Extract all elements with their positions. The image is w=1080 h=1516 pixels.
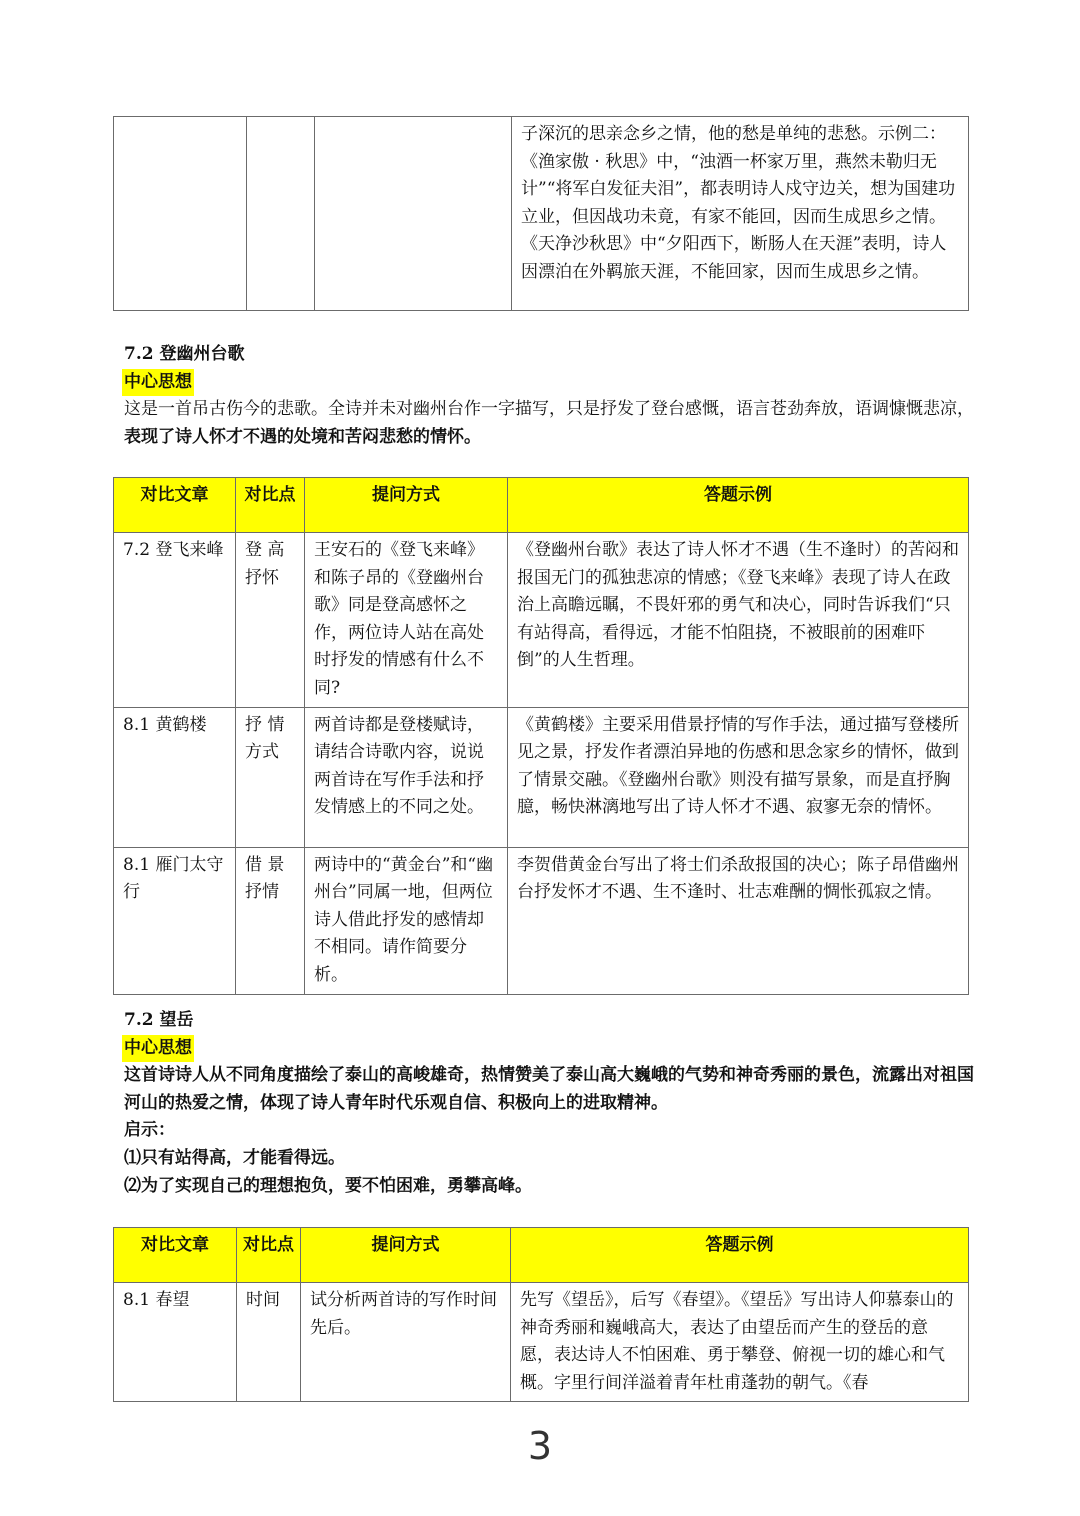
highlight-label: 中心思想 [122, 369, 194, 397]
table-cell: 王安石的《登飞来峰》和陈子昂的《登幽州台歌》同是登高感怀之作，两位诗人站在高处时抒发的情感有什么不同? [305, 533, 508, 708]
table-cell: 借 景 抒情 [236, 847, 305, 994]
table-cell: 8.1 春望 [114, 1283, 237, 1402]
insight-label: 启示： [124, 1120, 175, 1141]
central-idea-text [124, 396, 974, 451]
table-cell: 李贺借黄金台写出了将士们杀敌报国的决心；陈子昂借幽州台抒发怀才不遇、生不逢时、壮志难酬的惆怅孤寂之情。 [508, 847, 969, 994]
column-header: 对比点 [236, 478, 305, 533]
table-cell: 时间 [237, 1283, 301, 1402]
central-idea-plain: 这是一首吊古伤今的悲歌。全诗并未对幽州台作一字描写，只是抒发了登台感慨，语言苍劲奔放，语调慷慨悲凉， [124, 399, 974, 420]
section-wangyue [124, 1007, 974, 1200]
table-cell: 先写《望岳》，后写《春望》。《望岳》写出诗人仰慕泰山的神奇秀丽和巍峨高大，表达了由望岳而产生的登岳的意愿，表达诗人不怕困难、勇于攀登、俯视一切的雄心和气概。字里行间洋溢着青年杜甫蓬勃的朝气。《春 [511, 1283, 969, 1402]
table-cell: 登 高 抒怀 [236, 533, 305, 708]
table-cell: 两诗中的“黄金台”和“幽州台”同属一地，但两位诗人借此抒发的感情却不相同。请作简要分析。 [305, 847, 508, 994]
section-title: 7.2 望岳 [124, 1010, 194, 1030]
table-cell: 《黄鹤楼》主要采用借景抒情的写作手法，通过描写登楼所见之景，抒发作者漂泊异地的伤感和思念家乡的情怀，做到了情景交融。《登幽州台歌》则没有描写景象，而是直抒胸臆，畅快淋漓地写出了诗人怀才不遇、寂寥无奈的情怀。 [508, 707, 969, 847]
table-row [114, 847, 969, 994]
comparison-table-1 [113, 477, 969, 995]
table-header-row [114, 1228, 969, 1283]
table-cell: 8.1 黄鹤楼 [114, 707, 236, 847]
central-idea-bold: 表现了诗人怀才不遇的处境和苦闷悲愁的情怀。 [124, 426, 481, 447]
table-cell [247, 117, 315, 311]
table-header-row [114, 478, 969, 533]
comparison-table-2 [113, 1227, 969, 1402]
column-header: 对比文章 [114, 1228, 237, 1283]
table-cell: 试分析两首诗的写作时间先后。 [301, 1283, 511, 1402]
column-header: 提问方式 [301, 1228, 511, 1283]
table-cell [114, 117, 247, 311]
table-cell: 子深沉的思亲念乡之情，他的愁是单纯的悲愁。示例二：《渔家傲 · 秋思》中，“浊酒一杯家万里，燕然未勒归无计”“将军白发征夫泪”，都表明诗人戍守边关，想为国建功立业，但因战功未竟，有家不能回，因而生成思乡之情。《天净沙秋思》中“夕阳西下，断肠人在天涯”表明，诗人因漂泊在外羁旅天涯，不能回家，因而生成思乡之情。 [512, 117, 969, 311]
table-row [114, 533, 969, 708]
table-cell: 《登幽州台歌》表达了诗人怀才不遇（生不逢时）的苦闷和报国无门的孤独悲凉的情感；《登飞来峰》表现了诗人在政治上高瞻远瞩，不畏奸邪的勇气和决心，同时告诉我们“只有站得高，看得远，才能不怕阻挠，不被眼前的困难吓倒”的人生哲理。 [508, 533, 969, 708]
table-continued [113, 116, 969, 311]
table-cell: 8.1 雁门太守行 [114, 847, 236, 994]
central-idea-text: 这首诗诗人从不同角度描绘了泰山的高峻雄奇，热情赞美了泰山高大巍峨的气势和神奇秀丽的景色，流露出对祖国河山的热爱之情，体现了诗人青年时代乐观自信、积极向上的进取精神。 [124, 1065, 974, 1113]
table-row [114, 117, 969, 311]
insight-point-1: ⑴只有站得高，才能看得远。 [124, 1147, 345, 1168]
column-header: 答题示例 [511, 1228, 969, 1283]
section-title: 7.2 登幽州台歌 [124, 344, 245, 364]
table-row [114, 1283, 969, 1402]
table-row [114, 707, 969, 847]
insight-point-2: ⑵为了实现自己的理想抱负，要不怕困难，勇攀高峰。 [124, 1175, 532, 1196]
highlight-label: 中心思想 [122, 1035, 194, 1063]
table-cell: 两首诗都是登楼赋诗，请结合诗歌内容，说说两首诗在写作手法和抒发情感上的不同之处。 [305, 707, 508, 847]
section-dengyouzhoutaige [124, 341, 974, 451]
table-cell [315, 117, 512, 311]
column-header: 答题示例 [508, 478, 969, 533]
column-header: 提问方式 [305, 478, 508, 533]
column-header: 对比文章 [114, 478, 236, 533]
column-header: 对比点 [237, 1228, 301, 1283]
table-cell: 7.2 登飞来峰 [114, 533, 236, 708]
page-number: 3 [527, 1424, 553, 1468]
table-cell: 抒 情 方式 [236, 707, 305, 847]
